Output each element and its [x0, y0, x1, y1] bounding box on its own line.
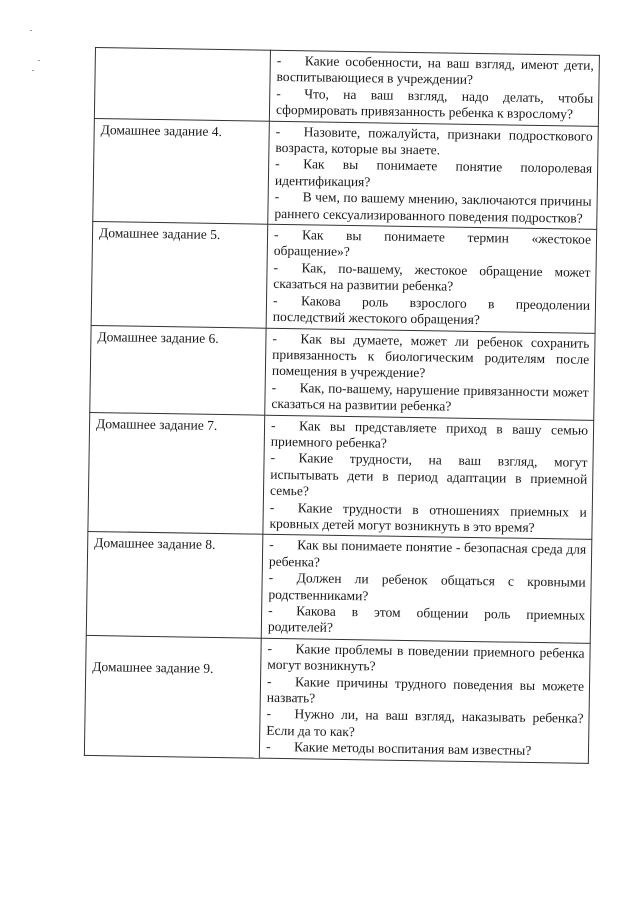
question-item: - Как вы думаете, может ли ребенок сохранить привязанность к биологическим родителям после помещения в учреждение? — [271, 330, 590, 381]
row-label — [94, 48, 270, 121]
question-item: - Должен ли ребенок общаться с кровными родственниками? — [268, 569, 586, 603]
question-item: - Какие особенности, на ваш взгляд, имеют дети, воспитывающиеся в учреждении? — [276, 52, 594, 88]
question-item: - Как вы понимаете понятие полоролевая идентификация? — [274, 156, 593, 190]
question-text: Как вы представляете приход в вашу семью приемного ребенка? — [270, 417, 589, 451]
question-item: - Как, по-вашему, жестокое обращение может сказаться на развитии ребенка? — [273, 259, 591, 294]
table-row — [88, 412, 594, 540]
question-item: - Какие причины трудного поведения вы можете назвать? — [266, 673, 585, 706]
question-item: - Какова роль взрослого в преодолении последствий жестокого обращения? — [272, 292, 591, 328]
questions-cell — [263, 415, 594, 540]
questions-cell — [268, 121, 599, 230]
homework-table — [84, 47, 600, 764]
questions-cell — [266, 224, 597, 333]
question-item: - Как вы представляете приход в вашу семью приемного ребенка? — [270, 417, 589, 451]
question-text: В чем, по вашему мнению, заключаются причины раннего сексуализированного поведения подростков? — [274, 189, 592, 226]
questions-cell — [259, 638, 590, 763]
question-text: Какие трудности, на ваш взгляд, могут испытывать дети в период адаптации в приемной семье? — [269, 450, 588, 499]
question-text: Как, по-вашему, нарушение привязанности может сказаться на развитии ребенка? — [271, 379, 589, 414]
question-item: - Назовите, пожалуйста, признаки подросткового возраста, которые вы знаете. — [275, 123, 593, 158]
question-text: Какие методы воспитания вам известны? — [293, 739, 532, 759]
row-label: Домашнее задание 4. — [93, 118, 270, 224]
questions-cell — [269, 50, 599, 126]
questions-cell — [265, 328, 595, 420]
question-text: Как вы думаете, может ли ребенок сохранить привязанность к биологическим родителям после помещения в учреждение? — [271, 330, 590, 381]
question-text: Какие проблемы в поведении приемного ребенка могут возникнуть? — [267, 641, 585, 674]
row-label: Домашнее задание 8. — [86, 532, 263, 638]
question-text: Как вы понимаете понятие полоролевая идентификация? — [274, 156, 593, 190]
question-item: - Какие методы воспитания вам известны? — [265, 739, 532, 759]
question-text: Что, на ваш взгляд, надо делать, чтобы сформировать привязанность ребенка к взрослому? — [275, 86, 594, 122]
question-text: Какие особенности, на ваш взгляд, имеют дети, воспитывающиеся в учреждении? — [276, 53, 594, 88]
question-text: Как вы понимаете термин «жестокое обращение»? — [273, 227, 592, 260]
scan-artifact — [30, 30, 60, 80]
questions-cell — [261, 535, 592, 644]
table-row — [93, 118, 599, 229]
question-item: - Как вы понимаете термин «жестокое обращение»? — [273, 226, 592, 260]
row-label: Домашнее задание 9. — [84, 635, 261, 758]
question-text: Как вы понимаете понятие - безопасная среда для ребенка? — [268, 537, 587, 570]
question-text: Какие причины трудного поведения вы можете назвать? — [266, 673, 585, 706]
table-row — [94, 48, 599, 127]
question-text: Какова роль взрослого в преодолении последствий жестокого обращения? — [272, 292, 591, 328]
table-row — [86, 532, 592, 643]
table-row — [90, 325, 595, 420]
question-item: - В чем, по вашему мнению, заключаются причины раннего сексуализированного поведения подростков? — [274, 189, 592, 226]
row-label: Домашнее задание 5. — [91, 222, 268, 328]
question-text: Нужно ли, на ваш взгляд, наказывать ребенка? Если да то как? — [266, 706, 584, 740]
row-label: Домашнее задание 7. — [88, 412, 265, 535]
table-row — [84, 635, 590, 763]
question-item: - Как вы понимаете понятие - безопасная среда для ребенка? — [268, 537, 587, 570]
question-item: - Как, по-вашему, нарушение привязанности может сказаться на развитии ребенка? — [271, 379, 589, 414]
question-text: Какие трудности в отношениях приемных и кровных детей могут возникнуть в это время? — [269, 499, 587, 535]
question-item: - Нужно ли, на ваш взгляд, наказывать ребенка? Если да то как? — [266, 706, 584, 740]
question-item: - Какие проблемы в поведении приемного ребенка могут возникнуть? — [267, 640, 585, 674]
question-item: - Какие трудности, на ваш взгляд, могут испытывать дети в период адаптации в приемной семье? — [269, 450, 588, 499]
question-text: Должен ли ребенок общаться с кровными родственниками? — [268, 570, 586, 603]
table-row — [91, 222, 597, 333]
question-item: - Что, на ваш взгляд, надо делать, чтобы сформировать привязанность ребенка к взрослому? — [275, 85, 594, 122]
question-text: Как, по-вашему, жестокое обращение может сказаться на развитии ребенка? — [273, 260, 591, 294]
row-label: Домашнее задание 6. — [90, 325, 266, 415]
question-item: - Какова в этом общении роль приемных родителей? — [267, 602, 586, 636]
question-text: Какова в этом общении роль приемных родителей? — [267, 603, 586, 636]
question-item: - Какие трудности в отношениях приемных и кровных детей могут возникнуть в это время? — [269, 499, 587, 535]
question-text: Назовите, пожалуйста, признаки подросткового возраста, которые вы знаете. — [275, 123, 593, 158]
